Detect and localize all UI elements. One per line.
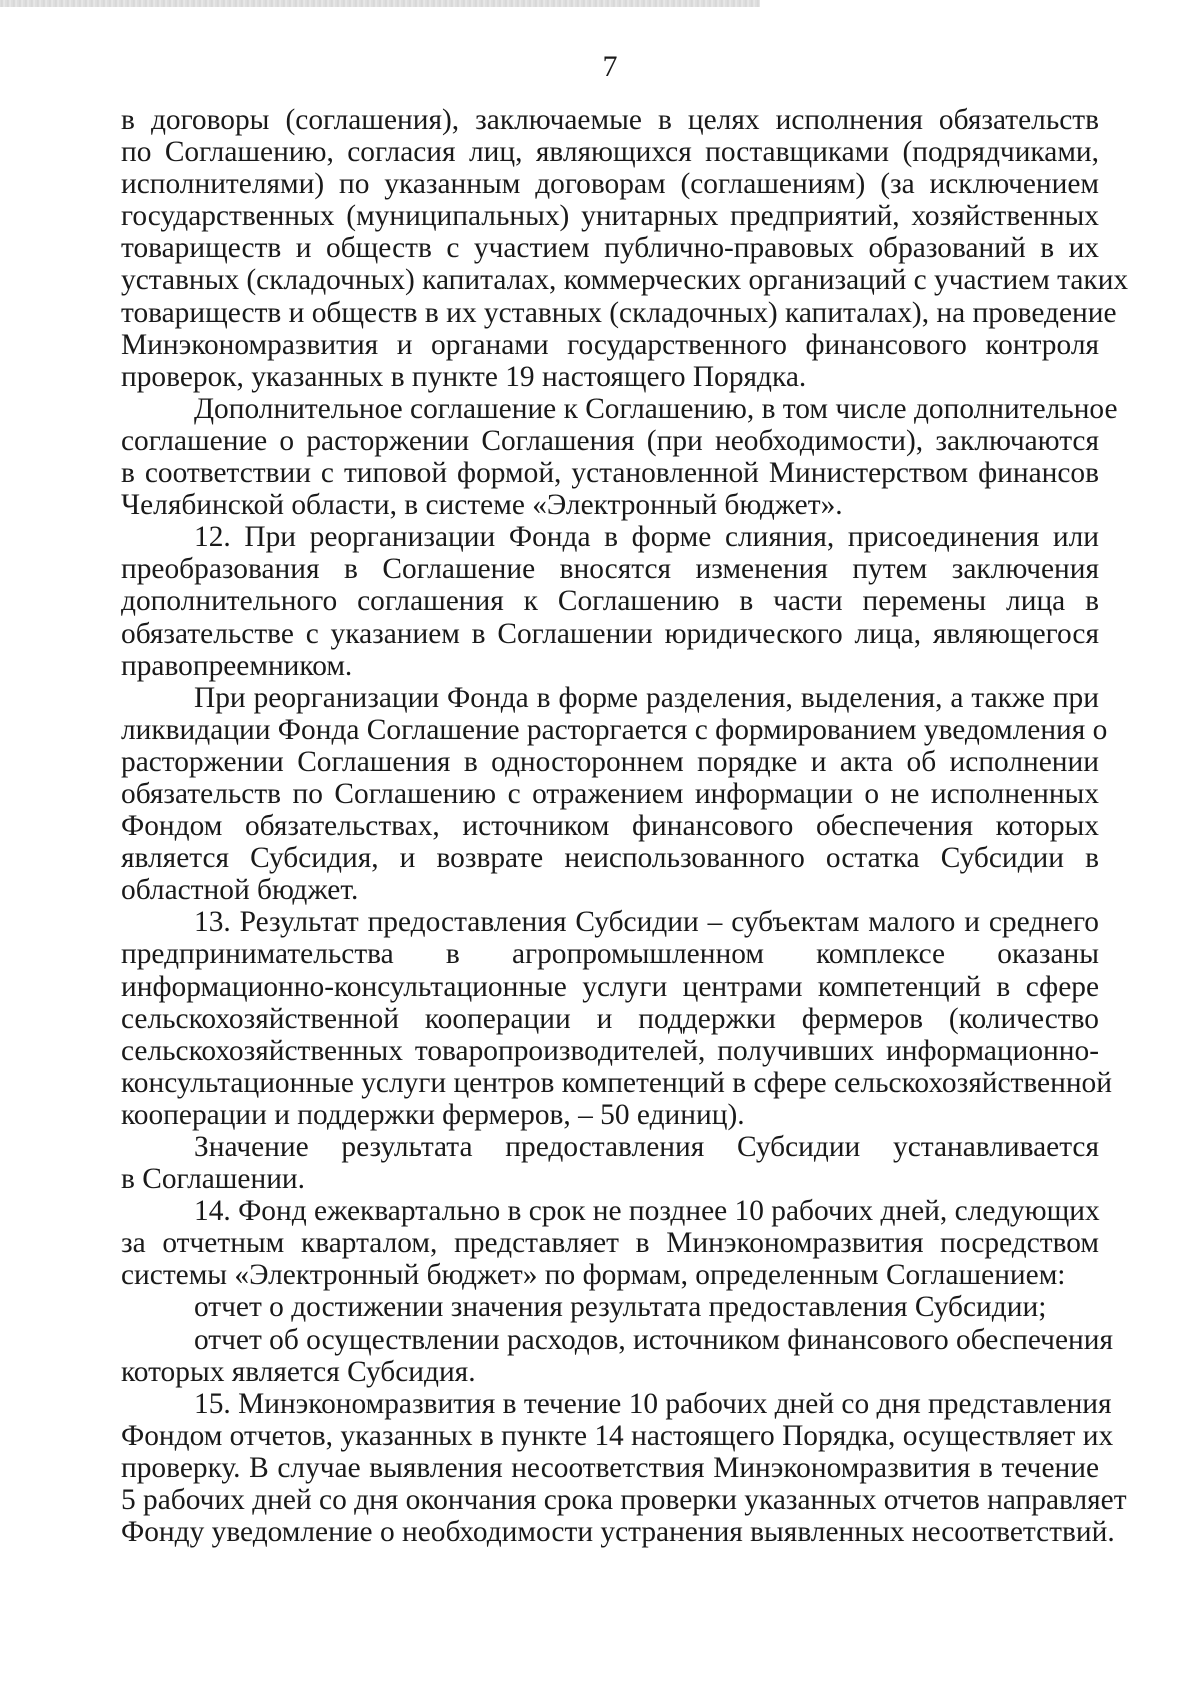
- document-body: [121, 104, 1129, 1549]
- text-line: проверку. В случае выявления несоответствия Минэкономразвития в течение: [121, 1451, 1099, 1484]
- page-number: 7: [602, 50, 618, 83]
- text-line: которых является Субсидия.: [121, 1355, 476, 1388]
- text-line: ликвидации Фонда Соглашение расторгается с формированием уведомления о: [121, 713, 1108, 746]
- text-line: отчет о достижении значения результата предоставления Субсидии;: [194, 1291, 1047, 1324]
- text-line: расторжении Соглашения в одностороннем порядке и акта об исполнении: [121, 745, 1099, 778]
- text-line: является Субсидия, и возврате неиспользованного остатка Субсидии в: [121, 842, 1099, 875]
- text-line: преобразования в Соглашение вносятся изменения путем заключения: [121, 553, 1099, 586]
- text-line: в Соглашении.: [121, 1163, 306, 1196]
- text-line: Дополнительное соглашение к Соглашению, в том числе дополнительное: [194, 392, 1118, 425]
- text-line: правопреемником.: [121, 649, 353, 682]
- text-line: уставных (складочных) капиталах, коммерческих организаций с участием таких: [121, 264, 1129, 297]
- text-line: обязательств по Соглашению с отражением информации о не исполненных: [121, 777, 1099, 810]
- text-line: 15. Минэкономразвития в течение 10 рабочих дней со дня представления: [194, 1387, 1112, 1420]
- text-line: товариществ и обществ в их уставных (складочных) капиталах), на проведение: [121, 296, 1117, 329]
- text-line: Фондом отчетов, указанных в пункте 14 настоящего Порядка, осуществляет их: [121, 1419, 1114, 1452]
- text-line: системы «Электронный бюджет» по формам, определенным Соглашением:: [121, 1259, 1066, 1292]
- text-line: государственных (муниципальных) унитарных предприятий, хозяйственных: [121, 200, 1099, 233]
- scan-edge-artifact: [0, 0, 760, 7]
- text-line: сельскохозяйственной кооперации и поддержки фермеров (количество: [121, 1002, 1099, 1035]
- text-line: товариществ и обществ с участием публично-правовых образований в их: [121, 232, 1099, 265]
- text-line: за отчетным кварталом, представляет в Минэкономразвития посредством: [121, 1227, 1099, 1260]
- text-line: соглашение о расторжении Соглашения (при необходимости), заключаются: [121, 424, 1099, 457]
- text-line: исполнителями) по указанным договорам (соглашениям) (за исключением: [121, 168, 1099, 201]
- text-line: Минэкономразвития и органами государственного финансового контроля: [121, 328, 1099, 361]
- text-line: проверок, указанных в пункте 19 настоящего Порядка.: [121, 360, 807, 393]
- text-line: обязательстве с указанием в Соглашении юридического лица, являющегося: [121, 617, 1099, 650]
- text-line: 5 рабочих дней со дня окончания срока проверки указанных отчетов направляет: [121, 1484, 1127, 1517]
- text-line: в договоры (соглашения), заключаемые в целях исполнения обязательств: [121, 104, 1099, 136]
- text-line: консультационные услуги центров компетенций в сфере сельскохозяйственной: [121, 1066, 1112, 1099]
- text-line: 14. Фонд ежеквартально в срок не позднее 10 рабочих дней, следующих: [194, 1195, 1100, 1228]
- text-line: в соответствии с типовой формой, установленной Министерством финансов: [121, 457, 1099, 490]
- text-line: информационно-консультационные услуги центрами компетенций в сфере: [121, 970, 1099, 1003]
- text-line: отчет об осуществлении расходов, источником финансового обеспечения: [194, 1323, 1113, 1356]
- text-line: Челябинской области, в системе «Электронный бюджет».: [121, 489, 843, 522]
- text-line: по Соглашению, согласия лиц, являющихся поставщиками (подрядчиками,: [121, 136, 1099, 169]
- text-line: Фондом обязательствах, источником финансового обеспечения которых: [121, 810, 1099, 843]
- text-line: кооперации и поддержки фермеров, – 50 единиц).: [121, 1098, 745, 1131]
- text-line: 12. При реорганизации Фонда в форме слияния, присоединения или: [194, 521, 1099, 554]
- text-line: При реорганизации Фонда в форме разделения, выделения, а также при: [194, 681, 1099, 714]
- text-line: 13. Результат предоставления Субсидии – субъектам малого и среднего: [194, 906, 1099, 939]
- text-line: предпринимательства в агропромышленном комплексе оказаны: [121, 938, 1099, 971]
- text-line: Фонду уведомление о необходимости устранения выявленных несоответствий.: [121, 1516, 1115, 1549]
- text-line: дополнительного соглашения к Соглашению в части перемены лица в: [121, 585, 1099, 618]
- text-line: областной бюджет.: [121, 874, 359, 907]
- text-line: сельскохозяйственных товаропроизводителей, получивших информационно-: [121, 1034, 1099, 1067]
- text-line: Значение результата предоставления Субсидии устанавливается: [194, 1131, 1099, 1163]
